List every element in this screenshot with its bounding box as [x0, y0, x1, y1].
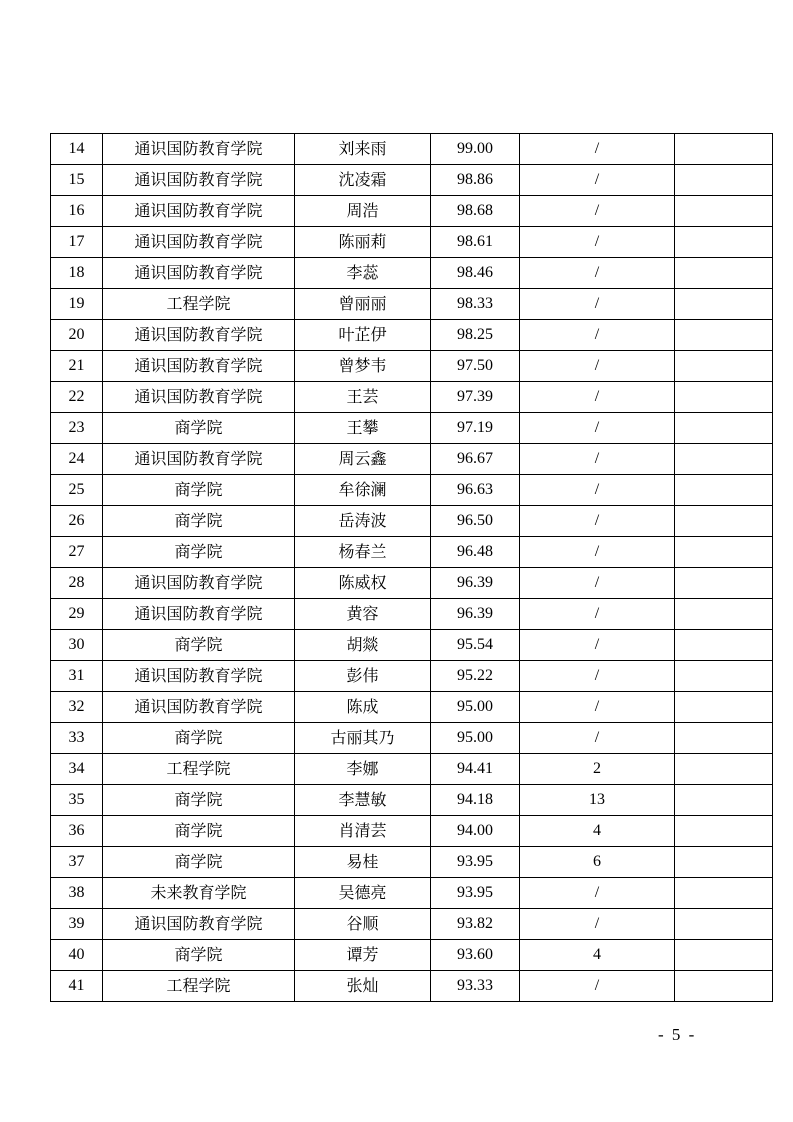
note-cell — [675, 196, 773, 227]
college-cell: 商学院 — [103, 723, 295, 754]
score-cell: 98.33 — [431, 289, 520, 320]
name-cell: 周云鑫 — [295, 444, 431, 475]
name-cell: 陈威权 — [295, 568, 431, 599]
score-cell: 95.00 — [431, 692, 520, 723]
index-cell: 16 — [51, 196, 103, 227]
index-cell: 40 — [51, 940, 103, 971]
name-cell: 牟徐澜 — [295, 475, 431, 506]
index-cell: 25 — [51, 475, 103, 506]
note-cell — [675, 413, 773, 444]
table-row — [51, 785, 773, 816]
index-cell: 20 — [51, 320, 103, 351]
name-cell: 岳涛波 — [295, 506, 431, 537]
name-cell: 黄容 — [295, 599, 431, 630]
score-cell: 97.39 — [431, 382, 520, 413]
score-cell: 97.19 — [431, 413, 520, 444]
table-row — [51, 475, 773, 506]
score-cell: 94.18 — [431, 785, 520, 816]
index-cell: 29 — [51, 599, 103, 630]
table-row — [51, 940, 773, 971]
rank-cell: / — [520, 506, 675, 537]
college-cell: 商学院 — [103, 537, 295, 568]
table-row — [51, 847, 773, 878]
college-cell: 工程学院 — [103, 754, 295, 785]
name-cell: 周浩 — [295, 196, 431, 227]
name-cell: 沈凌霜 — [295, 165, 431, 196]
index-cell: 34 — [51, 754, 103, 785]
index-cell: 36 — [51, 816, 103, 847]
index-cell: 32 — [51, 692, 103, 723]
name-cell: 李娜 — [295, 754, 431, 785]
table-row — [51, 878, 773, 909]
index-cell: 24 — [51, 444, 103, 475]
table-row — [51, 227, 773, 258]
index-cell: 14 — [51, 134, 103, 165]
score-cell: 95.54 — [431, 630, 520, 661]
rank-cell: 6 — [520, 847, 675, 878]
score-cell: 95.22 — [431, 661, 520, 692]
table-row — [51, 320, 773, 351]
table-row — [51, 630, 773, 661]
college-cell: 通识国防教育学院 — [103, 909, 295, 940]
note-cell — [675, 289, 773, 320]
table-body — [51, 134, 773, 1002]
index-cell: 18 — [51, 258, 103, 289]
note-cell — [675, 506, 773, 537]
table-row — [51, 165, 773, 196]
index-cell: 27 — [51, 537, 103, 568]
note-cell — [675, 971, 773, 1002]
table-row — [51, 661, 773, 692]
note-cell — [675, 630, 773, 661]
name-cell: 叶芷伊 — [295, 320, 431, 351]
rank-cell: / — [520, 630, 675, 661]
note-cell — [675, 537, 773, 568]
college-cell: 工程学院 — [103, 289, 295, 320]
index-cell: 23 — [51, 413, 103, 444]
table-row — [51, 754, 773, 785]
rank-cell: / — [520, 475, 675, 506]
note-cell — [675, 909, 773, 940]
index-cell: 22 — [51, 382, 103, 413]
note-cell — [675, 940, 773, 971]
college-cell: 工程学院 — [103, 971, 295, 1002]
index-cell: 38 — [51, 878, 103, 909]
rank-cell: / — [520, 909, 675, 940]
index-cell: 33 — [51, 723, 103, 754]
score-cell: 96.63 — [431, 475, 520, 506]
score-cell: 98.25 — [431, 320, 520, 351]
college-cell: 通识国防教育学院 — [103, 134, 295, 165]
rank-cell: / — [520, 351, 675, 382]
note-cell — [675, 878, 773, 909]
table-row — [51, 258, 773, 289]
index-cell: 35 — [51, 785, 103, 816]
rank-cell: / — [520, 134, 675, 165]
note-cell — [675, 475, 773, 506]
college-cell: 商学院 — [103, 475, 295, 506]
college-cell: 商学院 — [103, 506, 295, 537]
table-row — [51, 971, 773, 1002]
name-cell: 肖清芸 — [295, 816, 431, 847]
table-row — [51, 196, 773, 227]
index-cell: 19 — [51, 289, 103, 320]
table-row — [51, 692, 773, 723]
name-cell: 吴德亮 — [295, 878, 431, 909]
rank-cell: 13 — [520, 785, 675, 816]
rank-cell: / — [520, 537, 675, 568]
table-row — [51, 351, 773, 382]
score-cell: 96.48 — [431, 537, 520, 568]
table-row — [51, 816, 773, 847]
rank-cell: / — [520, 661, 675, 692]
college-cell: 商学院 — [103, 413, 295, 444]
index-cell: 26 — [51, 506, 103, 537]
index-cell: 31 — [51, 661, 103, 692]
index-cell: 39 — [51, 909, 103, 940]
table-row — [51, 506, 773, 537]
note-cell — [675, 320, 773, 351]
rank-cell: / — [520, 444, 675, 475]
college-cell: 商学院 — [103, 630, 295, 661]
score-cell: 98.68 — [431, 196, 520, 227]
college-cell: 通识国防教育学院 — [103, 661, 295, 692]
score-cell: 93.95 — [431, 878, 520, 909]
name-cell: 古丽其乃 — [295, 723, 431, 754]
note-cell — [675, 661, 773, 692]
score-cell: 95.00 — [431, 723, 520, 754]
note-cell — [675, 785, 773, 816]
name-cell: 李蕊 — [295, 258, 431, 289]
rank-cell: / — [520, 692, 675, 723]
table-row — [51, 413, 773, 444]
name-cell: 曾丽丽 — [295, 289, 431, 320]
rank-cell: / — [520, 289, 675, 320]
rank-cell: 4 — [520, 816, 675, 847]
score-cell: 93.33 — [431, 971, 520, 1002]
note-cell — [675, 816, 773, 847]
table-row — [51, 599, 773, 630]
rank-cell: / — [520, 413, 675, 444]
note-cell — [675, 847, 773, 878]
name-cell: 刘来雨 — [295, 134, 431, 165]
name-cell: 曾梦韦 — [295, 351, 431, 382]
rank-cell: / — [520, 258, 675, 289]
table-row — [51, 444, 773, 475]
college-cell: 通识国防教育学院 — [103, 227, 295, 258]
score-cell: 96.67 — [431, 444, 520, 475]
score-cell: 98.61 — [431, 227, 520, 258]
note-cell — [675, 723, 773, 754]
note-cell — [675, 382, 773, 413]
note-cell — [675, 165, 773, 196]
note-cell — [675, 568, 773, 599]
college-cell: 通识国防教育学院 — [103, 258, 295, 289]
score-cell: 96.39 — [431, 568, 520, 599]
name-cell: 王攀 — [295, 413, 431, 444]
rank-cell: / — [520, 382, 675, 413]
note-cell — [675, 351, 773, 382]
table-row — [51, 382, 773, 413]
table-row — [51, 134, 773, 165]
name-cell: 张灿 — [295, 971, 431, 1002]
index-cell: 21 — [51, 351, 103, 382]
results-table — [50, 133, 773, 1002]
score-cell: 93.60 — [431, 940, 520, 971]
name-cell: 王芸 — [295, 382, 431, 413]
score-cell: 93.82 — [431, 909, 520, 940]
index-cell: 30 — [51, 630, 103, 661]
note-cell — [675, 258, 773, 289]
college-cell: 商学院 — [103, 785, 295, 816]
score-cell: 98.86 — [431, 165, 520, 196]
rank-cell: / — [520, 971, 675, 1002]
table-row — [51, 537, 773, 568]
college-cell: 通识国防教育学院 — [103, 165, 295, 196]
index-cell: 41 — [51, 971, 103, 1002]
college-cell: 通识国防教育学院 — [103, 444, 295, 475]
note-cell — [675, 227, 773, 258]
table-row — [51, 289, 773, 320]
score-cell: 97.50 — [431, 351, 520, 382]
rank-cell: / — [520, 599, 675, 630]
name-cell: 李慧敏 — [295, 785, 431, 816]
name-cell: 易桂 — [295, 847, 431, 878]
college-cell: 通识国防教育学院 — [103, 320, 295, 351]
college-cell: 商学院 — [103, 847, 295, 878]
index-cell: 15 — [51, 165, 103, 196]
score-cell: 96.39 — [431, 599, 520, 630]
rank-cell: 4 — [520, 940, 675, 971]
college-cell: 未来教育学院 — [103, 878, 295, 909]
name-cell: 陈成 — [295, 692, 431, 723]
score-cell: 93.95 — [431, 847, 520, 878]
index-cell: 28 — [51, 568, 103, 599]
note-cell — [675, 134, 773, 165]
score-cell: 96.50 — [431, 506, 520, 537]
table-row — [51, 723, 773, 754]
index-cell: 17 — [51, 227, 103, 258]
college-cell: 通识国防教育学院 — [103, 382, 295, 413]
table-row — [51, 568, 773, 599]
rank-cell: 2 — [520, 754, 675, 785]
score-cell: 98.46 — [431, 258, 520, 289]
name-cell: 谷顺 — [295, 909, 431, 940]
table-row — [51, 909, 773, 940]
rank-cell: / — [520, 723, 675, 754]
college-cell: 通识国防教育学院 — [103, 351, 295, 382]
score-cell: 94.41 — [431, 754, 520, 785]
college-cell: 通识国防教育学院 — [103, 692, 295, 723]
name-cell: 谭芳 — [295, 940, 431, 971]
college-cell: 通识国防教育学院 — [103, 196, 295, 227]
note-cell — [675, 444, 773, 475]
college-cell: 通识国防教育学院 — [103, 568, 295, 599]
rank-cell: / — [520, 165, 675, 196]
college-cell: 商学院 — [103, 816, 295, 847]
rank-cell: / — [520, 196, 675, 227]
name-cell: 杨春兰 — [295, 537, 431, 568]
rank-cell: / — [520, 878, 675, 909]
note-cell — [675, 754, 773, 785]
score-cell: 99.00 — [431, 134, 520, 165]
score-cell: 94.00 — [431, 816, 520, 847]
rank-cell: / — [520, 568, 675, 599]
name-cell: 彭伟 — [295, 661, 431, 692]
college-cell: 通识国防教育学院 — [103, 599, 295, 630]
rank-cell: / — [520, 320, 675, 351]
note-cell — [675, 599, 773, 630]
name-cell: 胡燚 — [295, 630, 431, 661]
name-cell: 陈丽莉 — [295, 227, 431, 258]
rank-cell: / — [520, 227, 675, 258]
note-cell — [675, 692, 773, 723]
college-cell: 商学院 — [103, 940, 295, 971]
page-number: - 5 - — [658, 1025, 697, 1044]
index-cell: 37 — [51, 847, 103, 878]
